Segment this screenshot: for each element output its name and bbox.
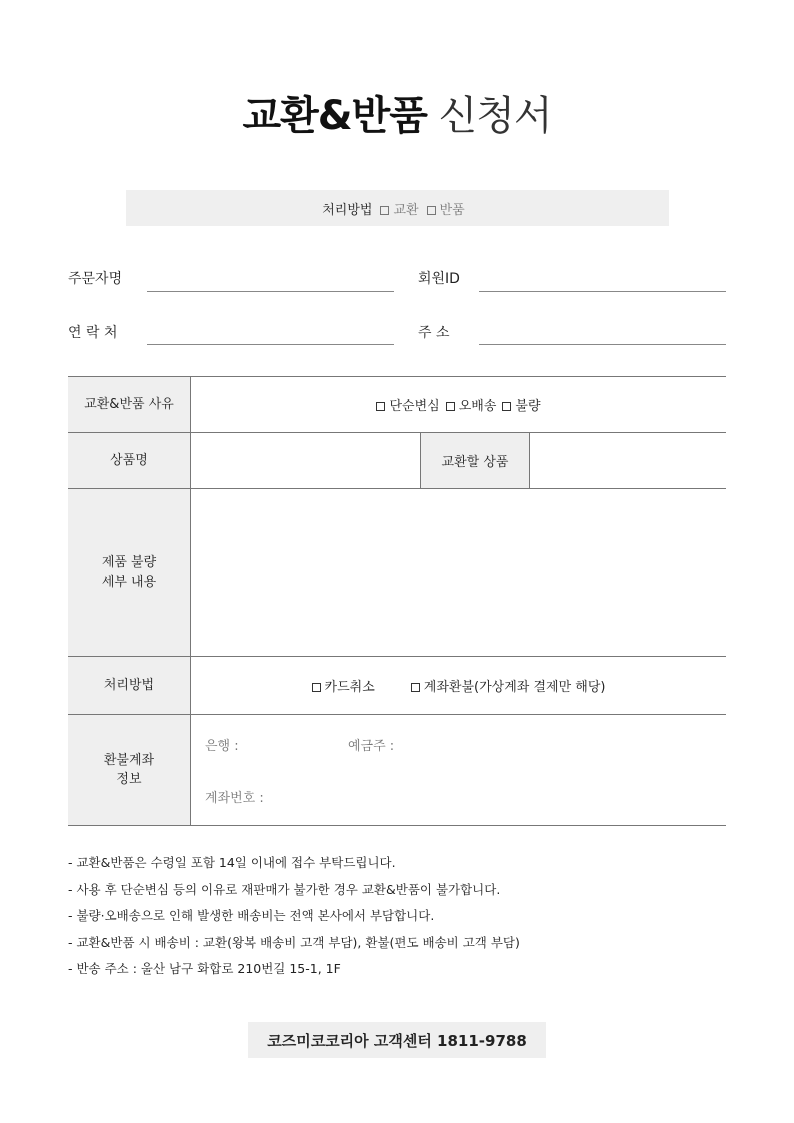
page-title	[0, 84, 794, 141]
product-name-input[interactable]	[191, 433, 420, 488]
note-item: - 반송 주소 : 울산 남구 화합로 210번길 15-1, 1F	[68, 961, 341, 976]
orderer-field[interactable]	[147, 291, 394, 292]
reason-options	[191, 377, 726, 432]
reason-option-misdelivery[interactable]	[446, 395, 497, 414]
contact-field[interactable]	[147, 344, 394, 345]
reason-label: 교환&반품 사유	[68, 377, 191, 432]
table-row-process	[68, 657, 726, 715]
method-option-exchange-label: 교환	[393, 202, 419, 218]
method-option-exchange[interactable]	[380, 199, 418, 218]
product-row-cells	[191, 433, 726, 488]
orderer-label: 주문자명	[68, 271, 123, 287]
note-item: - 교환&반품 시 배송비 : 교환(왕복 배송비 고객 부담), 환불(편도 배송비 고객 부담)	[68, 934, 520, 950]
member-id-label: 회원ID	[418, 271, 460, 287]
reason-option-defect[interactable]	[502, 395, 540, 414]
table-row-product	[68, 433, 726, 489]
account-holder-field[interactable]: 예금주 :	[348, 738, 395, 754]
note-item: - 사용 후 단순변심 등의 이유로 재판매가 불가한 경우 교환&반품이 불가합니다.	[68, 881, 501, 897]
member-id-field[interactable]	[479, 291, 726, 292]
method-label: 처리방법	[322, 202, 373, 218]
method-option-return-label: 반품	[439, 202, 465, 218]
table-row-refund	[68, 715, 726, 826]
exchange-product-input[interactable]	[530, 433, 726, 488]
checkbox-icon[interactable]	[411, 683, 420, 692]
note-item: - 교환&반품은 수령일 포함 14일 이내에 접수 부탁드립니다.	[68, 855, 396, 870]
checkbox-icon[interactable]	[427, 206, 436, 215]
process-options	[191, 657, 726, 714]
customer-center-text: 코즈미코코리아 고객센터 1811-9788	[267, 1031, 527, 1050]
defect-label-line1: 제품 불량	[101, 555, 157, 570]
refund-label-line1: 환불계좌	[103, 752, 155, 768]
refund-label-line2: 정보	[116, 772, 142, 787]
process-option-card-cancel-label: 카드취소	[324, 680, 375, 695]
contact-label: 연 락 처	[68, 325, 118, 341]
checkbox-icon[interactable]	[312, 683, 321, 692]
notes-list	[68, 855, 520, 988]
process-option-account-refund[interactable]	[411, 676, 606, 695]
method-bar	[126, 190, 669, 226]
checkbox-icon[interactable]	[376, 402, 385, 411]
address-field[interactable]	[479, 344, 726, 345]
defect-details-input[interactable]	[191, 489, 726, 656]
defect-label	[68, 489, 191, 656]
table-row-defect	[68, 489, 726, 657]
reason-option-simple[interactable]	[376, 395, 439, 414]
process-label: 처리방법	[68, 657, 191, 714]
process-option-account-refund-label: 계좌환불(가상계좌 결제만 해당)	[423, 680, 606, 695]
title-light: 신청서	[438, 93, 552, 139]
process-option-card-cancel[interactable]	[312, 676, 375, 695]
method-option-return[interactable]	[427, 199, 465, 218]
note-item: - 불량·오배송으로 인해 발생한 배송비는 전액 본사에서 부담합니다.	[68, 908, 435, 923]
reason-option-simple-label: 단순변심	[389, 399, 440, 414]
refund-label	[68, 715, 191, 825]
checkbox-icon[interactable]	[380, 206, 389, 215]
defect-label-line2: 세부 내용	[101, 574, 157, 590]
reason-option-defect-label: 불량	[515, 399, 541, 414]
checkbox-icon[interactable]	[502, 402, 511, 411]
bank-holder-line	[205, 731, 394, 757]
exchange-product-label: 교환할 상품	[420, 433, 530, 488]
account-number-line	[205, 783, 264, 809]
bank-field[interactable]: 은행 :	[205, 738, 239, 754]
checkbox-icon[interactable]	[446, 402, 455, 411]
product-label: 상품명	[68, 433, 191, 488]
title-bold: 교환&반품	[242, 93, 427, 139]
customer-center-box	[248, 1022, 546, 1058]
refund-account-fields	[191, 715, 726, 825]
reason-option-misdelivery-label: 오배송	[458, 399, 497, 414]
form-table	[68, 376, 726, 826]
address-label: 주 소	[418, 325, 450, 341]
table-row-reason	[68, 377, 726, 433]
account-number-field[interactable]: 계좌번호 :	[205, 790, 264, 806]
